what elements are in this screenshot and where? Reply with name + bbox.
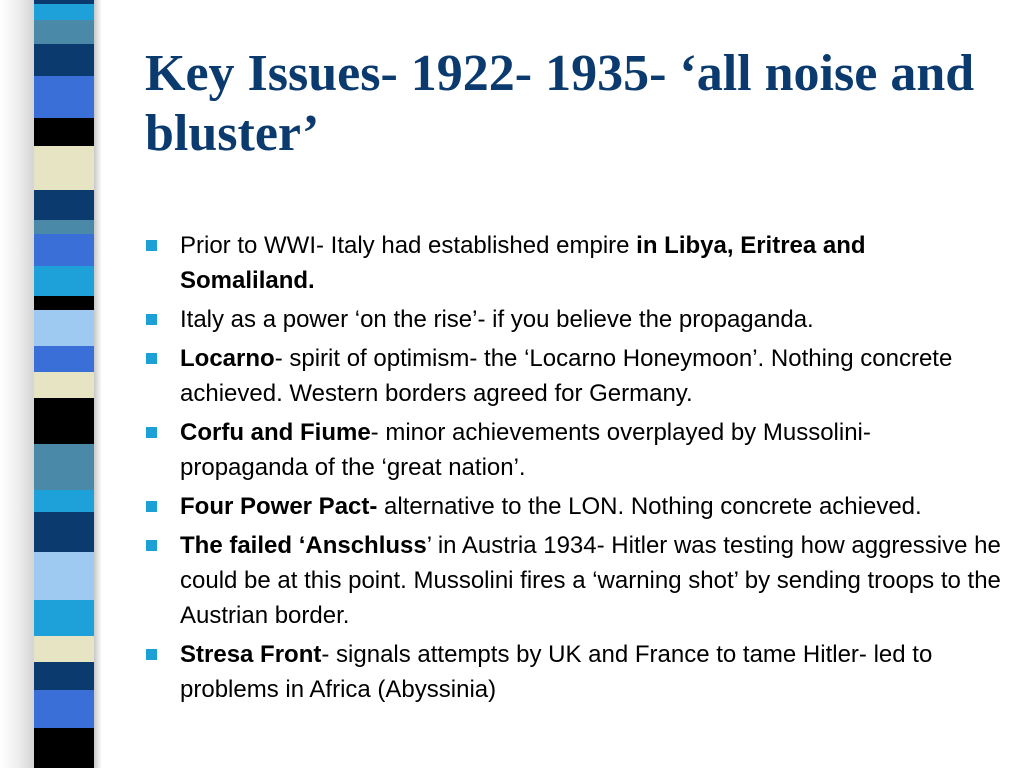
bullet-bold-text-after: in Libya, Eritrea and Somaliland. <box>180 232 866 294</box>
decorative-stripes <box>34 0 94 768</box>
bullet-bold-text: Locarno <box>180 345 275 372</box>
bullet-text: - spirit of optimism- the ‘Locarno Honeymoon’. Nothing concrete achieved. Western borders agreed for Germany. <box>180 345 953 407</box>
bullet-text: alternative to the LON. Nothing concrete achieved. <box>377 493 922 520</box>
bullet-bold-text: Corfu and Fiume <box>180 419 371 446</box>
square-bullet-icon <box>146 427 157 438</box>
bullet-item <box>143 489 1005 524</box>
square-bullet-icon <box>146 353 157 364</box>
bullet-bold-text: Four Power Pact- <box>180 493 378 520</box>
square-bullet-icon <box>146 314 157 325</box>
bullet-list <box>143 228 1005 711</box>
bullet-item <box>143 415 1005 485</box>
decorative-stripes-shadow <box>94 0 102 768</box>
bullet-item <box>143 228 1005 298</box>
bullet-item <box>143 302 1005 337</box>
square-bullet-icon <box>146 649 157 660</box>
bullet-item <box>143 528 1005 633</box>
bullet-text: - signals attempts by UK and France to tame Hitler- led to problems in Africa (Abyssinia) <box>180 641 933 703</box>
bullet-text: ’ in Austria 1934- Hitler was testing how aggressive he could be at this point. Mussolini fires a ‘warning shot’ by sending troops to the Austrian border. <box>180 532 1001 629</box>
bullet-text: Prior to WWI- Italy had established empire <box>180 232 637 259</box>
square-bullet-icon <box>146 240 157 251</box>
square-bullet-icon <box>146 501 157 512</box>
square-bullet-icon <box>146 540 157 551</box>
slide-title: Key Issues- 1922- 1935- ‘all noise and bluster’ <box>145 45 975 162</box>
bullet-bold-text: Stresa Front <box>180 641 322 668</box>
bullet-item <box>143 341 1005 411</box>
bullet-text: - minor achievements overplayed by Mussolini- propaganda of the ‘great nation’. <box>180 419 871 481</box>
bullet-item <box>143 637 1005 707</box>
bullet-bold-text: The failed ‘Anschluss <box>180 532 427 559</box>
bullet-text: Italy as a power ‘on the rise’- if you believe the propaganda. <box>180 306 814 333</box>
